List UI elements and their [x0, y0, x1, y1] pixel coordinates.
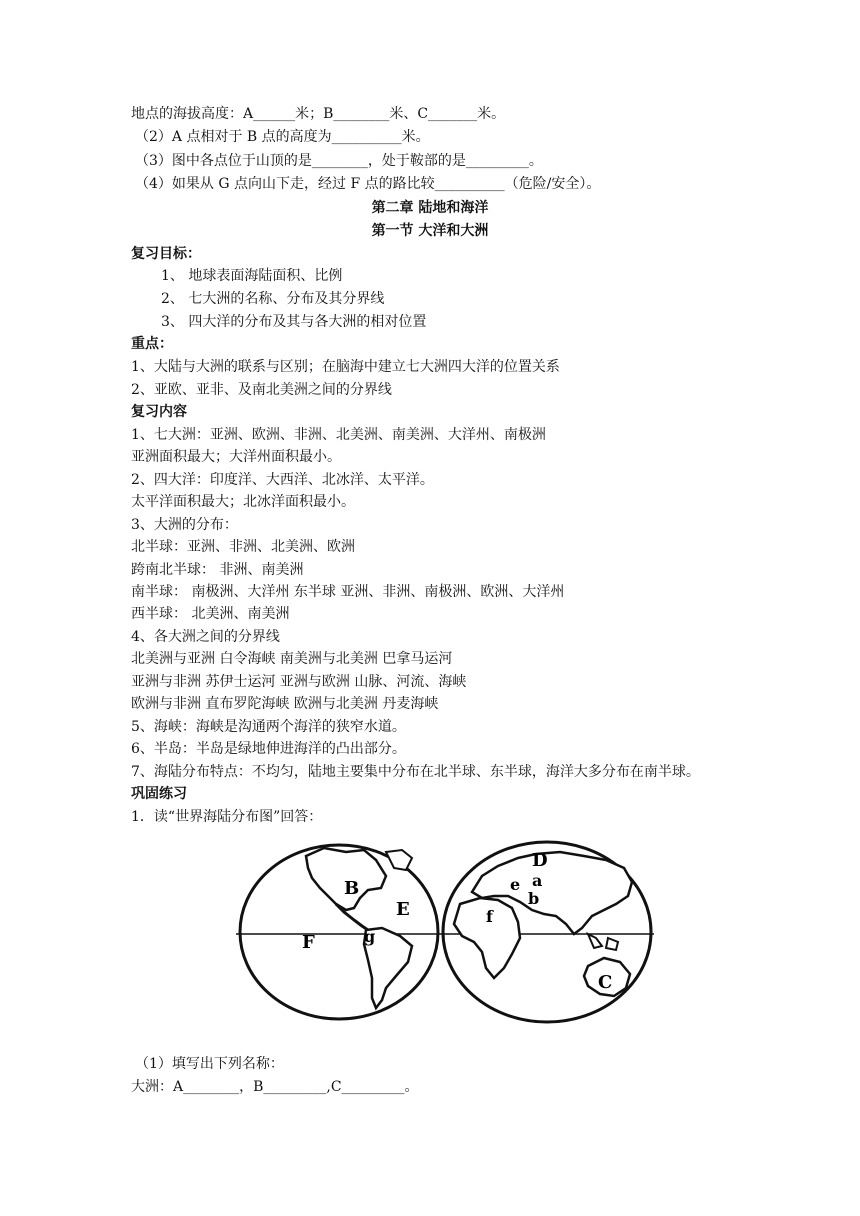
practice-subquestion-1-line: 大洲：A________，B_________,C_________。 — [131, 1079, 419, 1095]
section-title: 第一节 大洋和大洲 — [371, 223, 489, 239]
goal-item: 1、 地球表面海陆面积、比例 — [161, 268, 343, 284]
content-line: 南半球： 南极洲、大洋州 东半球 亚洲、非洲、南极洲、欧洲、大洋州 — [131, 584, 565, 600]
content-heading: 复习内容 — [131, 404, 187, 420]
world-land-sea-map — [236, 838, 656, 1038]
map-label-e: e — [510, 875, 521, 894]
content-line: 5、海峡：海峡是沟通两个海洋的狭窄水道。 — [131, 719, 406, 735]
key-point-item: 2、亚欧、亚非、及南北美洲之间的分界线 — [131, 382, 392, 398]
content-line: 西半球： 北美洲、南美洲 — [131, 606, 290, 622]
practice-question-1: 1．读“世界海陆分布图”回答： — [131, 809, 323, 825]
map-label-b: b — [528, 889, 540, 908]
map-label-B: B — [344, 878, 360, 899]
content-line: 跨南北半球： 非洲、南美洲 — [131, 562, 304, 578]
map-label-F: F — [302, 932, 315, 953]
goal-item: 2、 七大洲的名称、分布及其分界线 — [161, 291, 385, 307]
content-line: 1、七大洲：亚洲、欧洲、非洲、北美洲、南美洲、大洋州、南极洲 — [131, 427, 546, 443]
question-4: （4）如果从 G 点向山下走，经过 F 点的路比较__________（危险/安全）。 — [135, 176, 601, 192]
map-label-C: C — [598, 972, 613, 993]
question-2: （2）A 点相对于 B 点的高度为__________米。 — [135, 129, 430, 145]
content-line: 7、海陆分布特点：不均匀，陆地主要集中分布在北半球、东半球，海洋大多分布在南半球。 — [131, 764, 700, 780]
content-line: 太平洋面积最大；北冰洋面积最小。 — [131, 494, 355, 510]
key-points-heading: 重点： — [131, 336, 173, 352]
greenland-shape — [386, 850, 412, 870]
island-shape — [606, 938, 618, 950]
content-line: 4、各大洲之间的分界线 — [131, 629, 280, 645]
content-line: 欧洲与非洲 直布罗陀海峡 欧洲与北美洲 丹麦海峡 — [131, 696, 439, 712]
content-line: 2、四大洋：印度洋、大西洋、北冰洋、太平洋。 — [131, 472, 434, 488]
goal-item: 3、 四大洋的分布及其与各大洲的相对位置 — [161, 314, 427, 330]
goals-heading: 复习目标： — [131, 246, 201, 262]
content-line: 6、半岛：半岛是绿地伸进海洋的凸出部分。 — [131, 741, 406, 757]
map-label-D: D — [532, 850, 548, 871]
question-1-continuation: 地点的海拔高度：A______米；B________米、C_______米。 — [131, 106, 506, 122]
map-label-a: a — [532, 871, 543, 890]
question-3: （3）图中各点位于山顶的是________，处于鞍部的是_________。 — [135, 153, 543, 169]
content-line: 3、大洲的分布： — [131, 517, 238, 533]
map-label-f: f — [486, 907, 493, 926]
map-label-E: E — [396, 899, 410, 920]
island-shape — [588, 934, 602, 948]
chapter-title: 第二章 陆地和海洋 — [371, 200, 489, 216]
content-line: 北半球：亚洲、非洲、北美洲、欧洲 — [131, 539, 355, 555]
practice-subquestion-1: （1）填写出下列名称： — [135, 1056, 284, 1072]
content-line: 北美洲与亚洲 白令海峡 南美洲与北美洲 巴拿马运河 — [131, 651, 453, 667]
map-label-g: g — [364, 927, 376, 946]
key-point-item: 1、大陆与大洲的联系与区别；在脑海中建立七大洲四大洋的位置关系 — [131, 359, 560, 375]
content-line: 亚洲与非洲 苏伊士运河 亚洲与欧洲 山脉、河流、海峡 — [131, 674, 467, 690]
content-line: 亚洲面积最大；大洋州面积最小。 — [131, 449, 341, 465]
practice-heading: 巩固练习 — [131, 786, 187, 802]
